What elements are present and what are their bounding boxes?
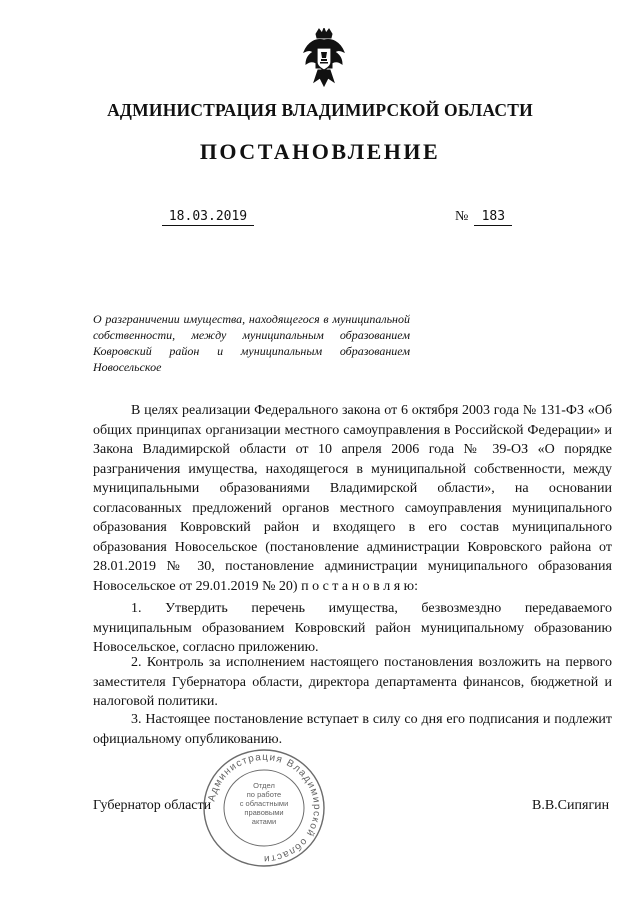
svg-text:актами: актами <box>251 817 277 826</box>
document-number: 183 <box>474 209 512 226</box>
document-subject: О разграничении имущества, находящегося в муниципальной собственности, между муниципальным образованием Ковровский район и муниципальным образованием Новосельское <box>93 312 410 374</box>
svg-text:по работе: по работе <box>246 790 282 799</box>
signer-name: В.В.Сипягин <box>532 798 610 813</box>
svg-text:Отдел: Отдел <box>253 781 275 790</box>
decree-item-2: 2. Контроль за исполнением настоящего постановления возложить на первого заместителя Губернатора области, директора департамента финансов, бюджетной и налоговой политики. <box>93 655 612 709</box>
document-number-block <box>455 209 512 226</box>
svg-text:с областными: с областными <box>239 799 289 808</box>
number-sign: № <box>455 209 469 224</box>
coat-of-arms-icon <box>302 28 346 90</box>
organization-name: АДМИНИСТРАЦИЯ ВЛАДИМИРСКОЙ ОБЛАСТИ <box>107 100 533 120</box>
decree-item-3: 3. Настоящее постановление вступает в силу со дня его подписания и подлежит официальному опубликованию. <box>93 712 612 747</box>
decree-item-1: 1. Утвердить перечень имущества, безвозмездно передаваемого муниципальным образованием Ковровский район муниципальному образованию Новосельское, согласно приложению. <box>93 601 612 655</box>
svg-text:Администрация Владимирской обл: Администрация Владимирской области <box>206 751 323 865</box>
preamble-paragraph: В целях реализации Федерального закона от 6 октября 2003 года № 131-ФЗ «Об общих принципах организации местного самоуправления в Российской Федерации» и Закона Владимирской области от 10 апреля 2006 года № 39-ОЗ «О порядке разграничения имущества, находящегося в муниципальной собственности, между муниципальными образованиями Владимирской области», на основании согласованных предложений органов местного самоуправления муниципального образования Ковровский район и входящего в его состав муниципального образования Новосельское (постановление администрации Ковровского района от 28.01.2019 № 30, постановление администрации муниципального образования Новосельское от 29.01.2019 № 20) п о с т а н о в л я ю: <box>93 403 612 594</box>
official-seal-stamp <box>200 746 328 870</box>
signer-title: Губернатор области <box>93 798 212 813</box>
svg-text:правовыми: правовыми <box>244 808 284 817</box>
document-date: 18.03.2019 <box>162 209 254 226</box>
document-type: ПОСТАНОВЛЕНИЕ <box>199 139 441 164</box>
